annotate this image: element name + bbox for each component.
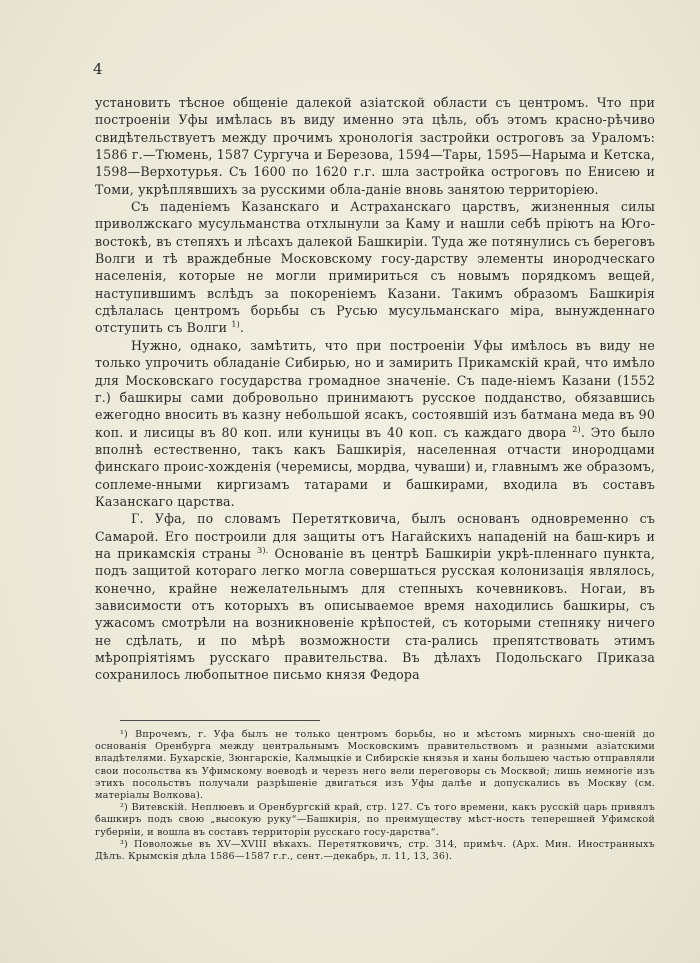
footnote-2: ²) Витевскiй. Неплюевъ и Оренбургскiй край, стр. 127. Съ того времени, какъ русскiй царь привялъ башкиръ подъ свою „высокую руку“—Башкирiя, по преимуществу мѣст-ность теперешней Уфимской губернiи, и вошла въ составъ территорiи русскаго госу-дарства“. [95, 802, 655, 838]
paragraph-4-tail: Основанiе въ центрѣ Башкирiи укрѣ-пленнаго пункта, подъ защитой котораго легко могла совершаться русская колонизацiя являлось, конечно, крайне нежелательнымъ для степныхъ кочевниковъ. Ногаи, въ зависимости отъ которыхъ въ описываемое время находились башкиры, съ ужасомъ смотрѣли на возникновенiе крѣпостей, съ которыми степняку ничего не сдѣлать, и по мѣрѣ возможности ста-рались препятствовать этимъ мѣропрiятiямъ русскаго правительства. Въ дѣлахъ Подольскаго Приказа сохранилось любопытное письмо князя Федора [95, 545, 656, 683]
paragraph-1 [95, 94, 655, 198]
paragraph-3 [95, 337, 655, 510]
page-number: 4 [93, 60, 103, 78]
paragraph-2 [95, 198, 655, 337]
footnote-divider [120, 720, 320, 721]
paragraph-4 [95, 510, 655, 683]
footnote-ref-2: 2) [572, 424, 581, 434]
main-text [95, 94, 655, 684]
footnotes [95, 729, 655, 863]
footnote-1: ¹) Впрочемъ, г. Уфа былъ не только центромъ борьбы, но и мѣстомъ мирныхъ сно-шенiй до основанiя Оренбурга между центральнымъ Московскимъ правительствомъ и разными азiатскими владѣтелями. Бухарскiе, Зюнгарскiе, Калмыцкiе и Сибирскiе князья и ханы большею частью отправляли свои посольства къ Уфимскому воеводѣ и черезъ него вели переговоры съ Москвой; лишь немногiе изъ этихъ посольствъ получали разрѣшенiе двигаться изъ Уфы далѣе и допускались въ Москву (см. матерiалы Волкова). [95, 729, 655, 802]
paragraph-4-text: Г. Уфа, по словамъ Перетятковича, былъ основанъ одновременно съ Самарой. Его построили для защиты отъ Нагайскихъ нападенiй на баш-киръ и на прикамскiя страны [95, 511, 655, 561]
footnote-ref-1: 1) [231, 320, 240, 330]
footnote-3: ³) Поволожье въ XV—XVIII вѣкахъ. Перетятковичъ, стр. 314, примѣч. (Арх. Мин. Иностранныхъ Дѣлъ. Крымскiя дѣла 1586—1587 г.г., сент.—декабрь, л. 11, 13, 36). [95, 838, 655, 863]
paragraph-3-tail: . Это было вполнѣ естественно, такъ какъ Башкирiя, населенная отчасти инородцами финскаго проис-хожденiя (черемисы, мордва, чуваши) и, главнымъ же образомъ, соплеме-нными киргизамъ татарами и башкирами, входила въ составъ Казанскаго царства. [95, 424, 655, 509]
paragraph-1-text: установить тѣсное общенiе далекой азiатской области съ центромъ. Что при построенiи Уфы имѣлась въ виду именно эта цѣль, объ этомъ красно-рѣчиво свидѣтельствуетъ между прочимъ хронологiя застройки остроговъ за Ураломъ: 1586 г.—Тюмень, 1587 Сургуча и Березова, 1594—Тары, 1595—Нарыма и Кетска, 1598—Верхотурья. Съ 1600 по 1620 г.г. шла застройка остроговъ по Енисею и Томи, укрѣплявшихъ за русскими обла-данiе вновь занятою территорiею. [95, 95, 655, 197]
paragraph-3-text: Нужно, однако, замѣтить, что при построенiи Уфы имѣлось въ виду не только упрочить обладанiе Сибирью, но и замирить Прикамскiй край, что имѣло для Московскаго государства громадное значенiе. Съ паде-нiемъ Казани (1552 г.) башкиры сами добровольно принимаютъ русское подданство, обязавшись ежегодно вносить въ казну небольшой ясакъ, состоявшiй изъ батмана меда въ 90 коп. и лисицы въ 80 коп. или куницы въ 40 коп. съ каждаго двора [95, 337, 655, 440]
footnote-ref-3: 3). [257, 545, 269, 555]
paragraph-2-text: Съ паденiемъ Казанскаго и Астраханскаго царствъ, жизненныя силы приволжскаго мусульманства отхлынули за Каму и нашли себѣ прiютъ на Юго-востокѣ, въ степяхъ и лѣсахъ далекой Башкирiи. Туда же потянулись съ береговъ Волги и тѣ враждебные Московскому госу-дарству элементы инородческаго населенiя, которые не могли примириться съ новымъ порядкомъ вещей, наступившимъ вслѣдъ за покоренiемъ Казани. Такимъ образомъ Башкирiя сдѣлалась центромъ борьбы съ Русью мусульманскаго мiра, вынужденнаго отступить съ Волги [95, 199, 655, 336]
paragraph-2-tail: . [239, 320, 245, 336]
